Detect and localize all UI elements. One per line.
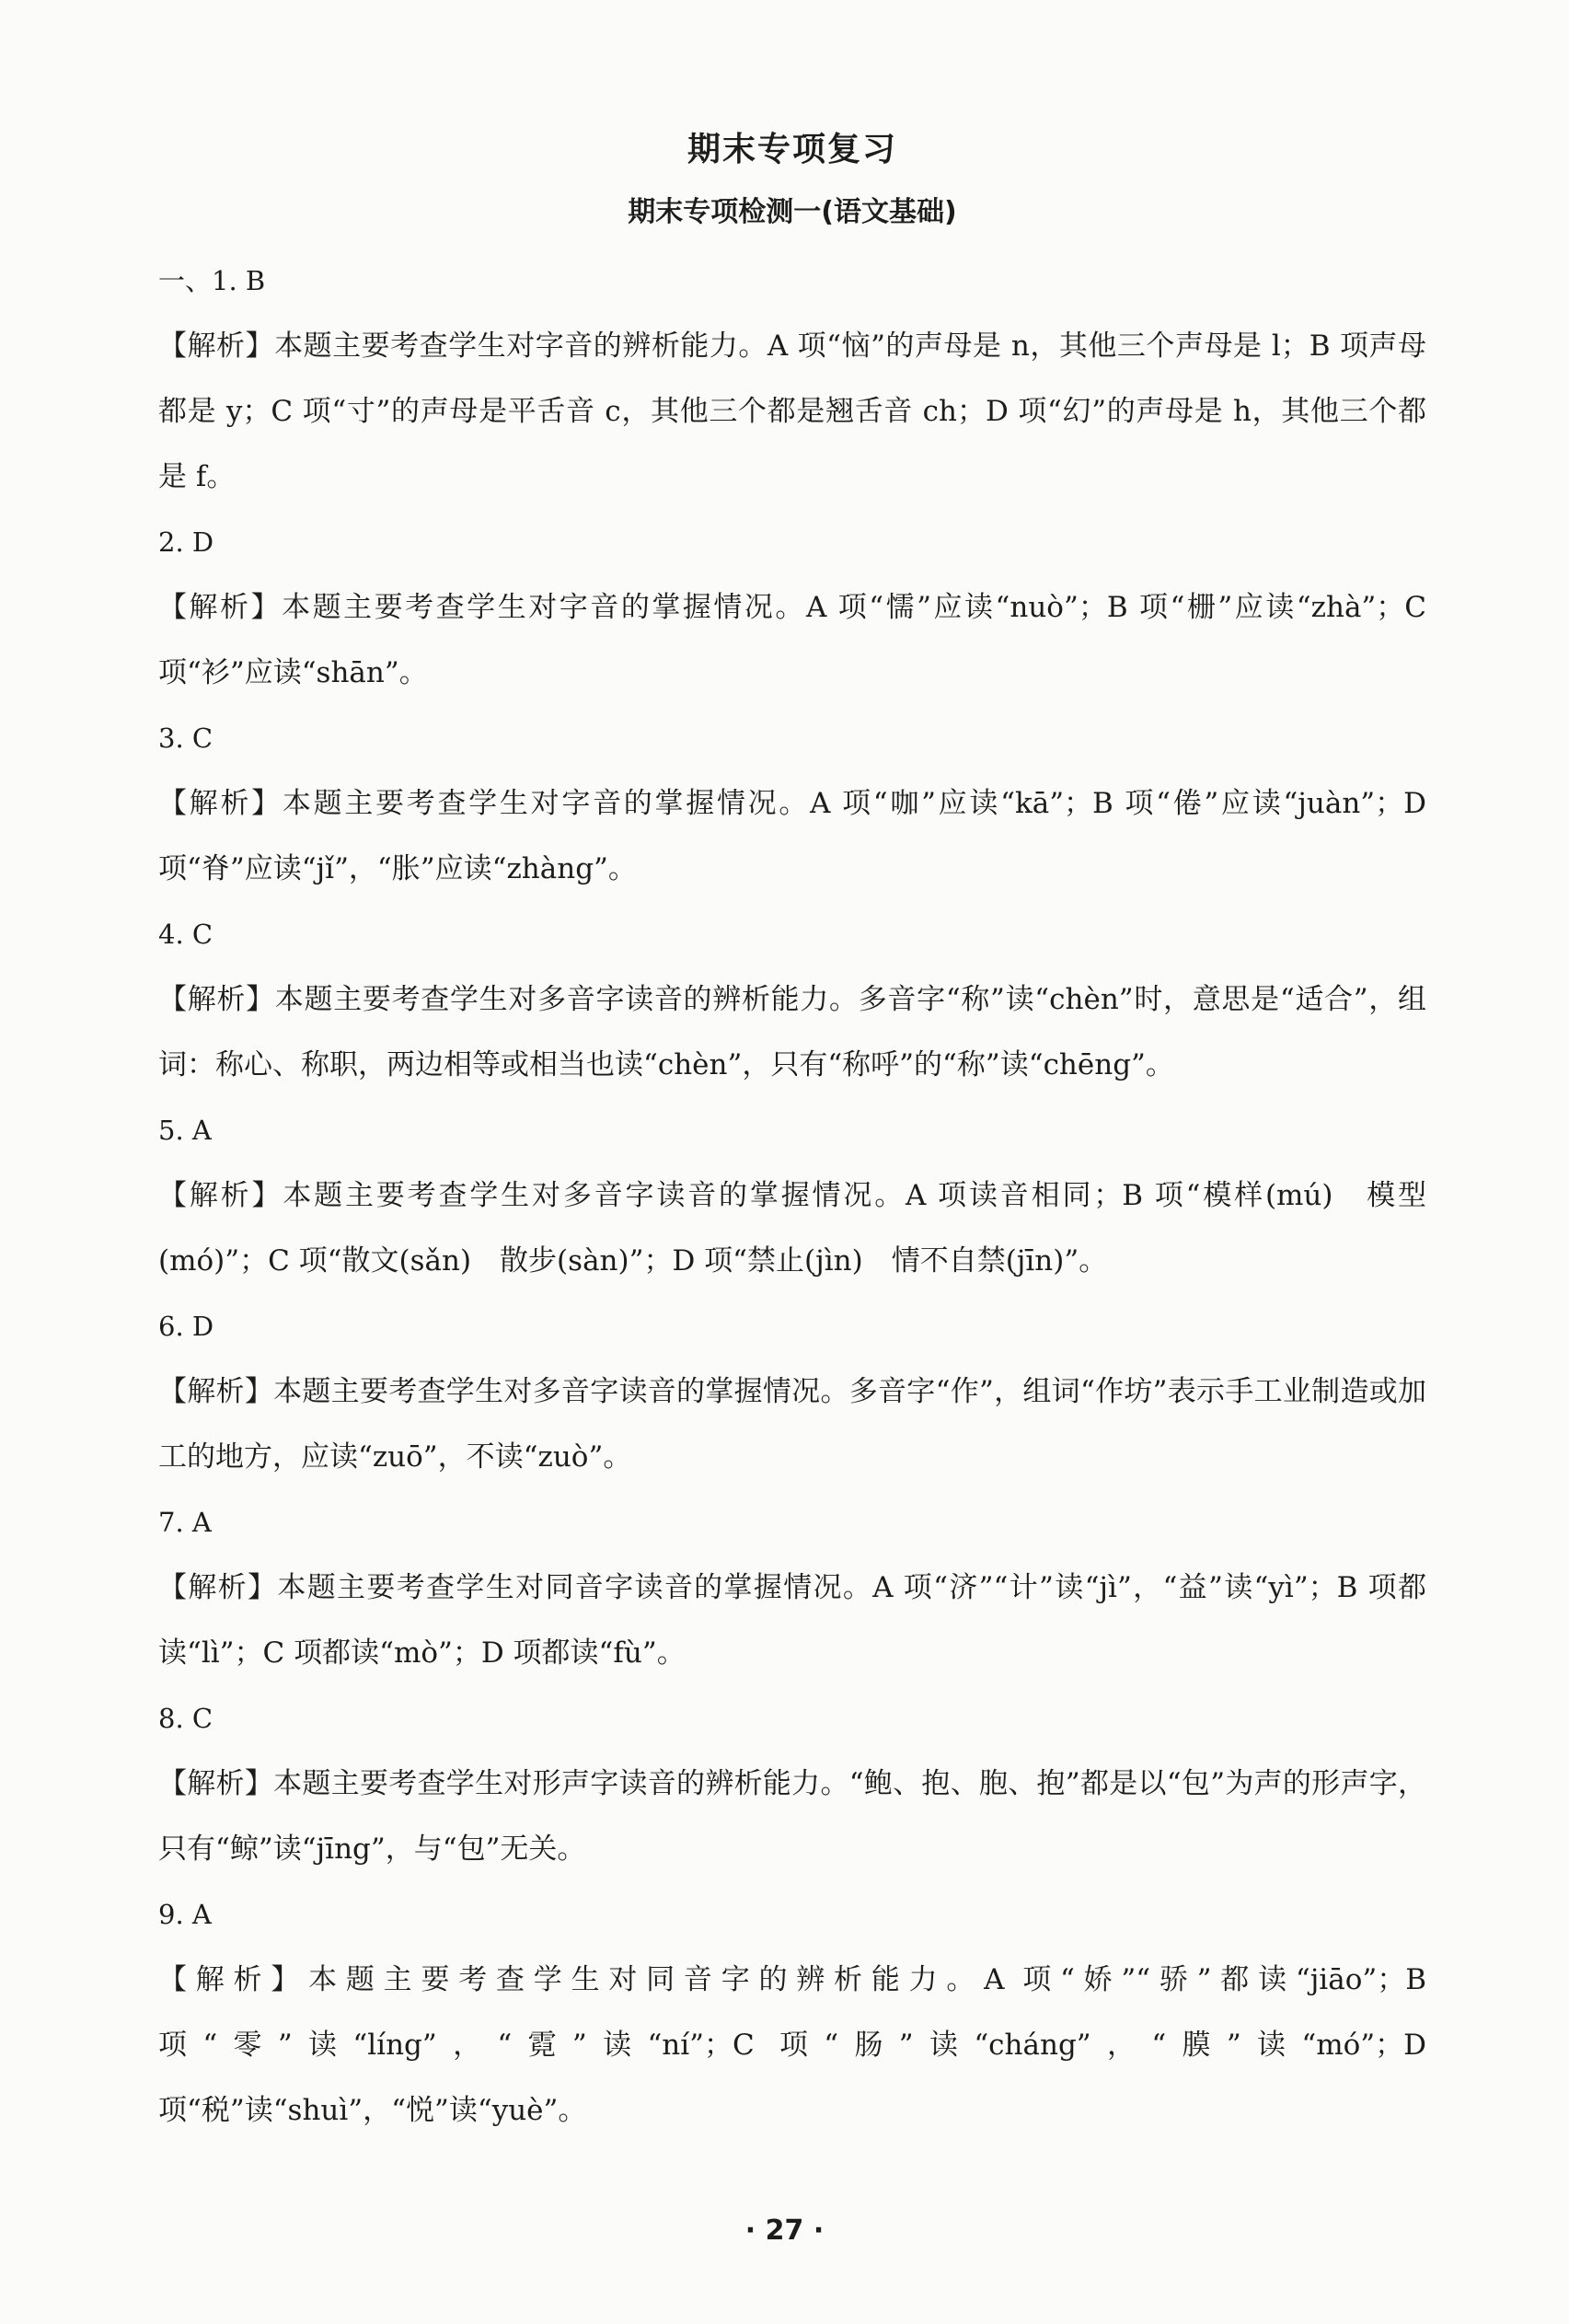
answer-list — [158, 249, 1426, 2144]
answer-item — [158, 1294, 1426, 1490]
analysis-tag: 【解析】 — [158, 1963, 309, 1996]
question-answer: 4. C — [158, 919, 213, 950]
answer-item — [158, 706, 1426, 902]
analysis-text: 本题主要考查学生对多音字读音的掌握情况。多音字“作”，组词“作坊”表示手工业制造或加工的地方，应读“zuō”，不读“zuò”。 — [158, 1375, 1427, 1474]
analysis-paragraph — [158, 1752, 1426, 1882]
analysis-text: 本题主要考查学生对同音字的辨析能力。A 项“娇”“骄”都读“jiāo”；B 项“零”读“líng”，“霓”读“ní”；C 项“肠”读“cháng”，“膜”读“mó”；D 项“税”读“shuì”，“悦”读“yuè”。 — [158, 1963, 1426, 2127]
analysis-paragraph — [158, 967, 1426, 1098]
answer-item — [158, 510, 1426, 706]
analysis-text: 本题主要考查学生对字音的掌握情况。A 项“懦”应读“nuò”；B 项“栅”应读“zhà”；C 项“衫”应读“shān”。 — [158, 591, 1426, 689]
analysis-tag: 【解析】 — [158, 1571, 278, 1604]
analysis-tag: 【解析】 — [158, 1179, 283, 1212]
analysis-text: 本题主要考查学生对多音字读音的掌握情况。A 项读音相同；B 项“模样(mú) 模型(mó)”；C 项“散文(sǎn) 散步(sàn)”；D 项“禁止(jìn) 情不自禁(jīn)”。 — [158, 1179, 1426, 1278]
question-answer: 5. A — [158, 1115, 212, 1146]
question-answer: 3. C — [158, 723, 213, 754]
page-title: 期末专项复习 — [686, 131, 897, 168]
analysis-paragraph — [158, 771, 1426, 902]
section-title: 期末专项检测一(语文基础) — [628, 196, 957, 228]
analysis-tag: 【解析】 — [158, 787, 283, 820]
question-answer: 6. D — [158, 1311, 214, 1342]
analysis-tag: 【解析】 — [158, 1767, 274, 1800]
answer-item — [158, 1686, 1426, 1882]
answer-item — [158, 1882, 1426, 2144]
analysis-paragraph — [158, 575, 1426, 706]
analysis-tag: 【解析】 — [158, 1375, 274, 1408]
answer-item — [158, 902, 1426, 1098]
page-number: · 27 · — [744, 2214, 825, 2247]
question-answer: 一、1. B — [158, 265, 266, 296]
analysis-paragraph — [158, 1359, 1426, 1490]
analysis-paragraph — [158, 1163, 1426, 1294]
analysis-text: 本题主要考查学生对字音的掌握情况。A 项“咖”应读“kā”；B 项“倦”应读“juàn”；D 项“脊”应读“jǐ”，“胀”应读“zhàng”。 — [158, 787, 1427, 885]
answer-item — [158, 249, 1426, 510]
analysis-paragraph — [158, 1555, 1426, 1686]
analysis-text: 本题主要考查学生对多音字读音的辨析能力。多音字“称”读“chèn”时，意思是“适合”，组词：称心、称职，两边相等或相当也读“chèn”，只有“称呼”的“称”读“chēng”。 — [158, 983, 1426, 1081]
answer-item — [158, 1098, 1426, 1294]
question-answer: 8. C — [158, 1703, 213, 1734]
question-answer: 9. A — [158, 1899, 212, 1930]
analysis-text: 本题主要考查学生对形声字读音的辨析能力。“鲍、抱、胞、抱”都是以“包”为声的形声字，只有“鲸”读“jīng”，与“包”无关。 — [158, 1767, 1427, 1866]
analysis-text: 本题主要考查学生对同音字读音的掌握情况。A 项“济”“计”读“jì”，“益”读“yì”；B 项都读“lì”；C 项都读“mò”；D 项都读“fù”。 — [158, 1571, 1427, 1670]
analysis-paragraph — [158, 1948, 1426, 2144]
question-answer: 2. D — [158, 526, 214, 558]
analysis-text: 本题主要考查学生对字音的辨析能力。A 项“恼”的声母是 n，其他三个声母是 l；B 项声母都是 y；C 项“寸”的声母是平舌音 c，其他三个都是翘舌音 ch；D 项“幻”的声母是 h，其他三个都是 f。 — [158, 330, 1427, 493]
answer-page — [158, 118, 1426, 2144]
question-answer: 7. A — [158, 1507, 212, 1538]
analysis-paragraph — [158, 314, 1426, 510]
answer-item — [158, 1490, 1426, 1686]
analysis-tag: 【解析】 — [158, 330, 275, 363]
analysis-tag: 【解析】 — [158, 591, 283, 624]
analysis-tag: 【解析】 — [158, 983, 275, 1016]
